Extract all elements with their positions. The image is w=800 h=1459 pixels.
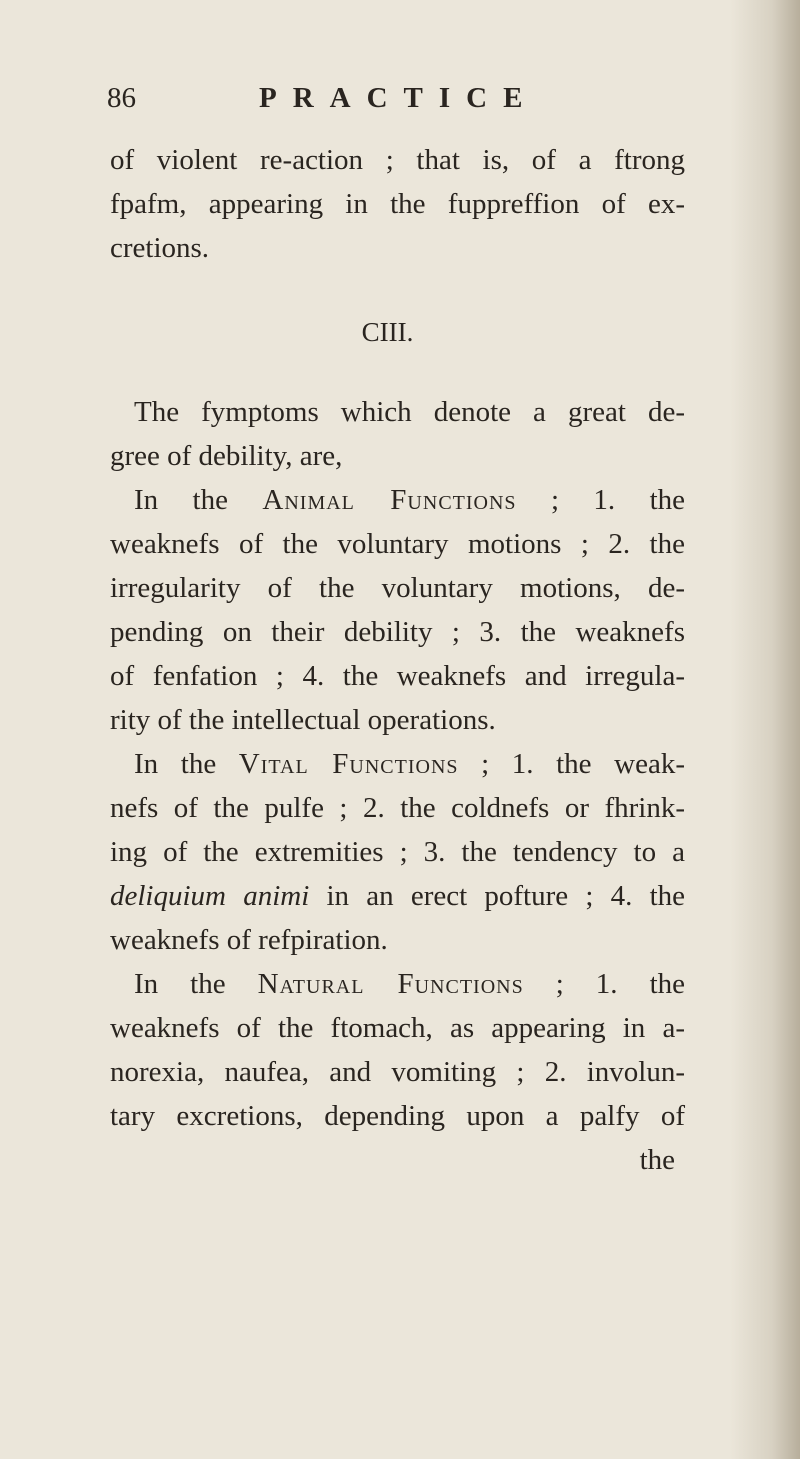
section-number: CIII. (361, 317, 414, 347)
text-line: of fenfation ; 4. the weaknefs and irregula- (110, 660, 685, 692)
deliquium-line (110, 874, 685, 918)
text-fragment: ; 1. the (550, 484, 685, 516)
natural-functions-heading: Natural Functions (257, 968, 524, 1000)
text-fragment: ; 1. the weak- (481, 748, 685, 780)
page-edge-shadow (730, 0, 800, 1459)
catchword: the (639, 1144, 675, 1176)
vital-functions-heading: Vital Functions (238, 748, 459, 780)
text-line: gree of debility, are, (110, 440, 343, 472)
text-line: weaknefs of the ftomach, as appearing in a- (110, 1012, 685, 1044)
text-line: pending on their debility ; 3. the weaknefs (110, 616, 685, 648)
body-text (110, 138, 685, 1182)
text-line: rity of the intellectual operations. (110, 704, 496, 736)
text-fragment: in an erect pofture ; 4. the (326, 880, 685, 912)
animal-functions-line (110, 478, 685, 522)
italic-phrase: deliquium animi (110, 880, 310, 912)
text-line: norexia, naufea, and vomiting ; 2. involun- (110, 1056, 685, 1088)
text-line: tary excretions, depending upon a palfy of (110, 1100, 685, 1132)
text-line: weaknefs of refpiration. (110, 924, 388, 956)
text-line: The fymptoms which denote a great de- (134, 396, 685, 428)
prefix-text: In the (134, 968, 226, 1000)
prefix-text: In the (134, 748, 217, 780)
natural-functions-line (110, 962, 685, 1006)
running-head: PRACTICE (259, 82, 539, 114)
page-header (107, 78, 627, 128)
text-line: weaknefs of the voluntary motions ; 2. the (110, 528, 685, 560)
text-line: ing of the extremities ; 3. the tendency to a (110, 836, 685, 868)
text-line: of violent re-action ; that is, of a ftrong (110, 144, 685, 176)
text-line: cretions. (110, 232, 210, 264)
vital-functions-line (110, 742, 685, 786)
text-line: nefs of the pulfe ; 2. the coldnefs or fhrink- (110, 792, 685, 824)
text-fragment: ; 1. the (555, 968, 685, 1000)
text-line: fpafm, appearing in the fuppreffion of ex- (110, 188, 685, 220)
animal-functions-heading: Animal Functions (262, 484, 517, 516)
text-line: irregularity of the voluntary motions, de- (110, 572, 685, 604)
prefix-text: In the (134, 484, 228, 516)
page-number: 86 (107, 82, 136, 114)
